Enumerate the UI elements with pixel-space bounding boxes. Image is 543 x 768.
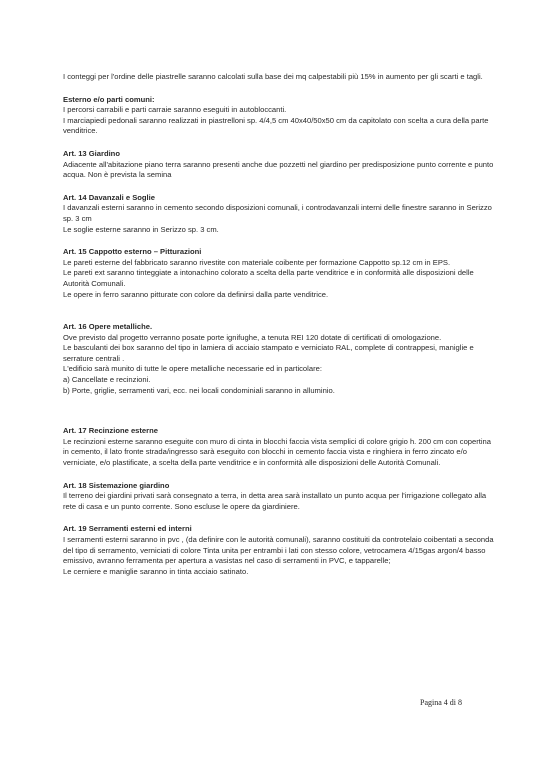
section-paragraph: Le pareti esterne del fabbricato saranno rivestite con materiale coibente per formazione Cappotto sp.12 cm in EPS. xyxy=(63,257,451,267)
section-paragraph: Le recinzioni esterne saranno eseguite con muro di cinta in blocchi faccia vista semplici di colore grigio h. 200 cm con copertina in cemento, il lato fronte strada/ingresso sarà eseguito con blocchi in cemento faccia vista e ringhiera in ferro zincato e/o verniciate, e/o plastificate, a scelta della parte venditrice e in conformità alle disposizioni delle Autorità Comunali. xyxy=(63,436,492,468)
section-1 xyxy=(63,95,495,137)
section-paragraph: Adiacente all'abitazione piano terra saranno presenti anche due pozzetti nel giardino per predisposizione punto corrente e punto acqua. Non è prevista la semina xyxy=(63,159,494,180)
section-paragraph: a) Cancellate e recinzioni. xyxy=(63,375,151,385)
section-paragraph: I marciapiedi pedonali saranno realizzati in piastrelloni sp. 4/4,5 cm 40x40/50x50 cm da capitolato con scelta a cura della parte venditrice. xyxy=(63,115,489,136)
section-paragraph: Il terreno dei giardini privati sarà consegnato a terra, in detta area sarà installato un punto acqua per l'irrigazione collegato alla rete di casa e un punto corrente. Sono escluse le opere da giardiniere. xyxy=(63,491,487,511)
intro-paragraph: I conteggi per l'ordine delle piastrelle saranno calcolati sulla base dei mq calpestabili più 15% in aumento per gli scarti e tagli. xyxy=(63,72,483,81)
section-heading: Art. 16 Opere metalliche. xyxy=(63,322,153,332)
section-paragraph: b) Porte, griglie, serramenti vari, ecc. nei locali condominiali saranno in alluminio. xyxy=(63,385,335,395)
section-2 xyxy=(63,149,495,181)
section-paragraph: Le opere in ferro saranno pitturate con colore da definirsi dalla parte venditrice. xyxy=(63,289,329,299)
section-paragraph: I percorsi carrabili e parti carraie saranno eseguiti in autobloccanti. xyxy=(63,105,287,115)
section-7 xyxy=(63,481,495,513)
section-heading: Art. 13 Giardino xyxy=(63,148,120,158)
section-5 xyxy=(63,322,495,396)
section-6 xyxy=(63,426,495,468)
section-paragraph: Le pareti ext saranno tinteggiate a intonachino colorato a scelta della parte venditrice e in conformità alle disposizioni delle Autorità Comunali. xyxy=(63,268,474,288)
section-paragraph: Ove previsto dal progetto verranno posate porte ignifughe, a tenuta REI 120 dotate di certificati di omologazione. xyxy=(63,332,442,342)
section-heading: Art. 17 Recinzione esterne xyxy=(63,426,158,436)
section-paragraph: Le soglie esterne saranno in Serizzo sp. 3 cm. xyxy=(63,224,219,234)
section-8 xyxy=(63,524,495,577)
section-3 xyxy=(63,193,495,235)
section-paragraph: Le cerniere e maniglie saranno in tinta acciaio satinato. xyxy=(63,566,249,576)
section-4 xyxy=(63,247,495,300)
section-paragraph: L'edificio sarà munito di tutte le opere metalliche necessarie ed in particolare: xyxy=(63,364,322,374)
intro-section xyxy=(63,72,495,83)
section-heading: Esterno e/o parti comuni: xyxy=(63,94,155,104)
document-body xyxy=(63,72,495,577)
section-paragraph: I davanzali esterni saranno in cemento secondo disposizioni comunali, i controdavanzali interni delle finestre saranno in Serizzo sp. 3 cm xyxy=(63,203,492,223)
page-number: Pagina 4 di 8 xyxy=(420,698,462,707)
section-heading: Art. 14 Davanzali e Soglie xyxy=(63,192,156,202)
section-heading: Art. 19 Serramenti esterni ed interni xyxy=(63,524,192,534)
section-paragraph: I serramenti esterni saranno in pvc , (da definire con le autorità comunali), saranno costituiti da controtelaio coibentati a seconda del tipo di serramento, verniciati di colore Tinta unita per entrambi i lati con stesso colore, vetrocamera 4/15gas argon/4 basso emissivo, avranno ferramenta per apertura a vasistas nel caso di serramenti in PVC, e tapparelle; xyxy=(63,535,494,566)
section-heading: Art. 18 Sistemazione giardino xyxy=(63,480,170,490)
section-heading: Art. 15 Cappotto esterno – Pitturazioni xyxy=(63,247,202,257)
section-paragraph: Le basculanti dei box saranno del tipo in lamiera di acciaio stampato e verniciato RAL, complete di contrappesi, maniglie e serrature centrali . xyxy=(63,343,474,363)
